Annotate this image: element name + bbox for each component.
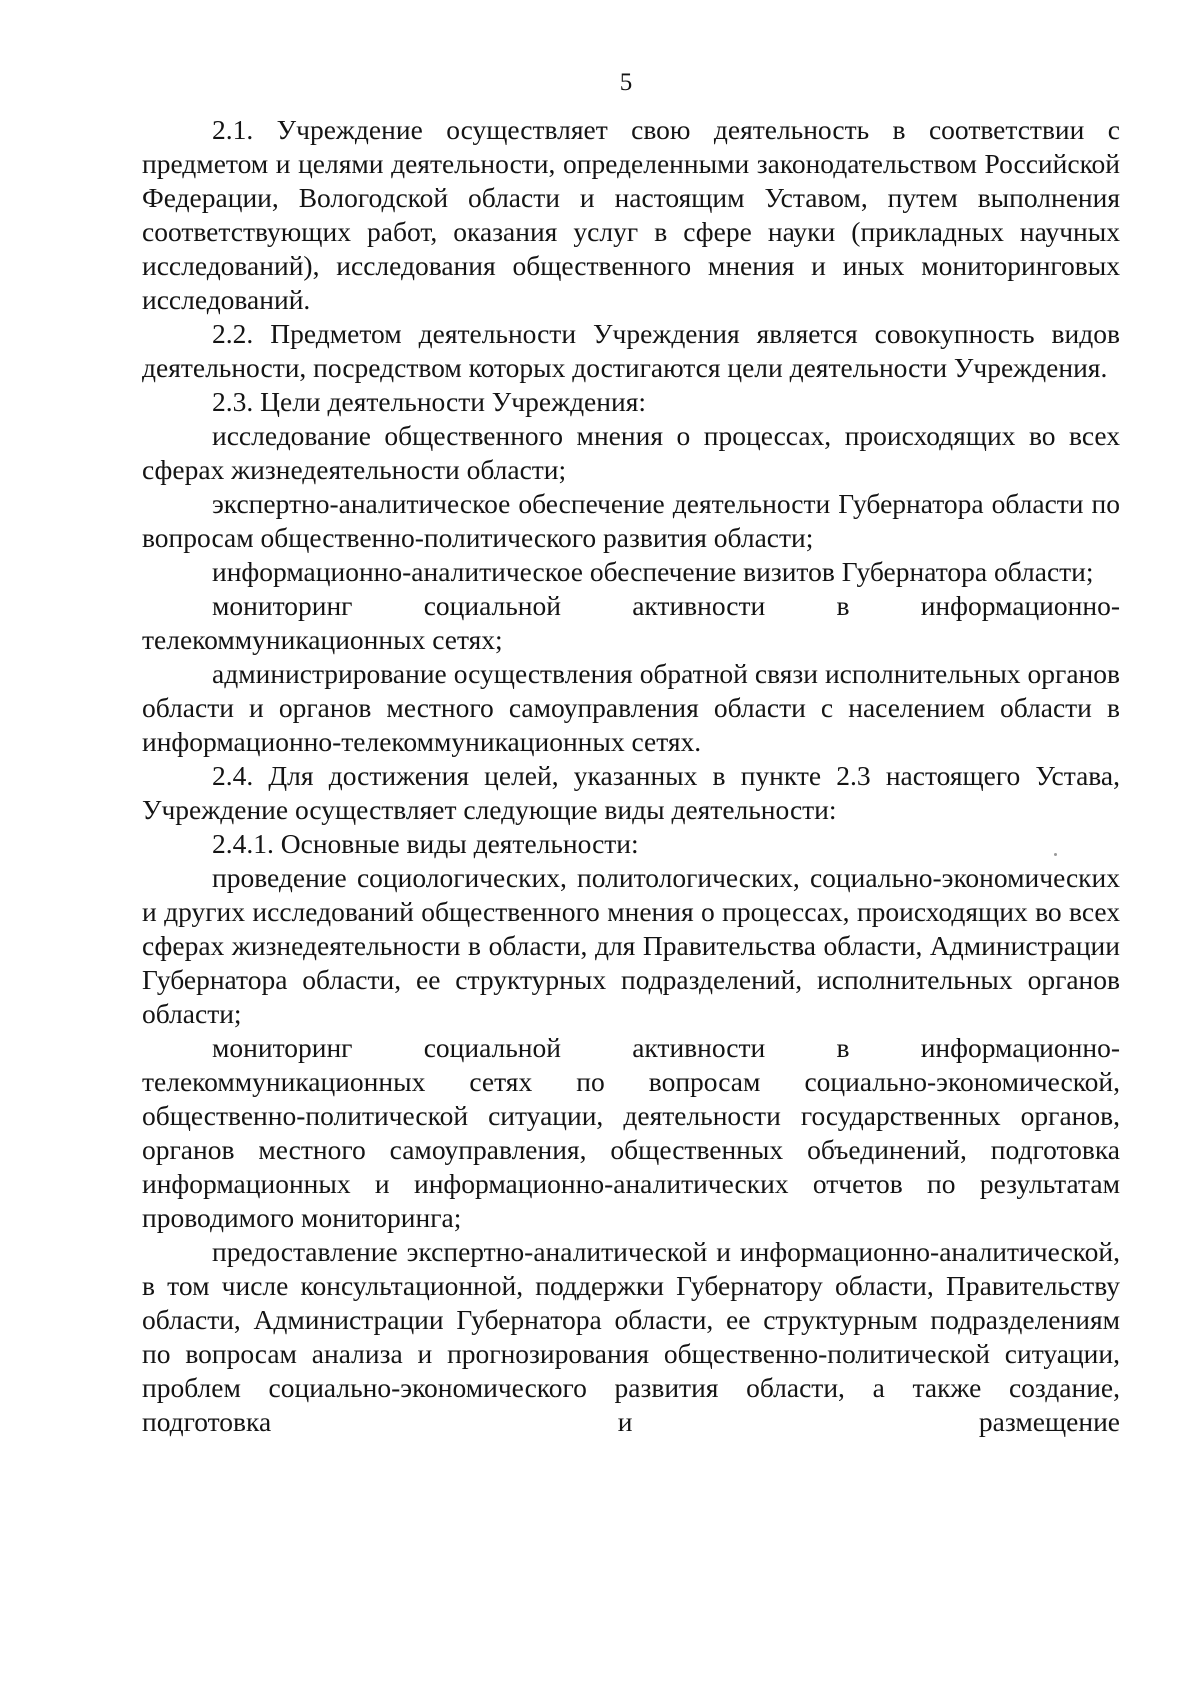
- activity-item-research: проведение социологических, политологических, социально-экономических и других исследований общественного мнения о процессах, происходящих во всех сферах жизнедеятельности в области, для Правительства области, Администрации Губернатора области, ее структурных подразделений, исполнительных органов области;: [142, 862, 1120, 1029]
- goal-item-feedback-administration: администрирование осуществления обратной связи исполнительных органов области и органов местного самоуправления области с населением области в информационно-телекоммуникационных сетях.: [142, 658, 1120, 757]
- goal-item-public-opinion: исследование общественного мнения о процессах, происходящих во всех сферах жизнедеятельности области;: [142, 420, 1120, 485]
- paragraph-2-4-1-heading: 2.4.1. Основные виды деятельности:: [212, 828, 639, 859]
- goal-item-expert-support: экспертно-аналитическое обеспечение деятельности Губернатора области по вопросам общественно-политического развития области;: [142, 488, 1120, 553]
- paragraph-2-3-heading: 2.3. Цели деятельности Учреждения:: [212, 386, 646, 417]
- activity-item-monitoring: мониторинг социальной активности в информационно-телекоммуникационных сетях по вопросам социально-экономической, общественно-политической ситуации, деятельности государственных органов, органов местного самоуправления, общественных объединений, подготовка информационных и информационно-аналитических отчетов по результатам проводимого мониторинга;: [142, 1032, 1120, 1233]
- paragraph-2-4: 2.4. Для достижения целей, указанных в пункте 2.3 настоящего Устава, Учреждение осуществляет следующие виды деятельности:: [142, 760, 1120, 825]
- goal-item-social-monitoring: мониторинг социальной активности в информационно-телекоммуникационных сетях;: [142, 590, 1120, 655]
- goal-item-visits-support: информационно-аналитическое обеспечение визитов Губернатора области;: [212, 556, 1094, 587]
- activity-item-expert-support: предоставление экспертно-аналитической и информационно-аналитической, в том числе консультационной, поддержки Губернатору области, Правительству области, Администрации Губернатора области, ее структурным подразделениям по вопросам анализа и прогнозирования общественно-политической ситуации, проблем социально-экономического развития области, а также создание, подготовка и размещение: [142, 1236, 1120, 1437]
- paragraph-2-1: 2.1. Учреждение осуществляет свою деятельность в соответствии с предметом и целями деятельности, определенными законодательством Российской Федерации, Вологодской области и настоящим Уставом, путем выполнения соответствующих работ, оказания услуг в сфере науки (прикладных научных исследований), исследования общественного мнения и иных мониторинговых исследований.: [142, 114, 1120, 315]
- paragraph-2-2: 2.2. Предметом деятельности Учреждения является совокупность видов деятельности, посредством которых достигаются цели деятельности Учреждения.: [142, 318, 1120, 383]
- scan-speck: [1054, 853, 1057, 856]
- page-number: 5: [619, 69, 633, 96]
- document-body: [142, 113, 1120, 1439]
